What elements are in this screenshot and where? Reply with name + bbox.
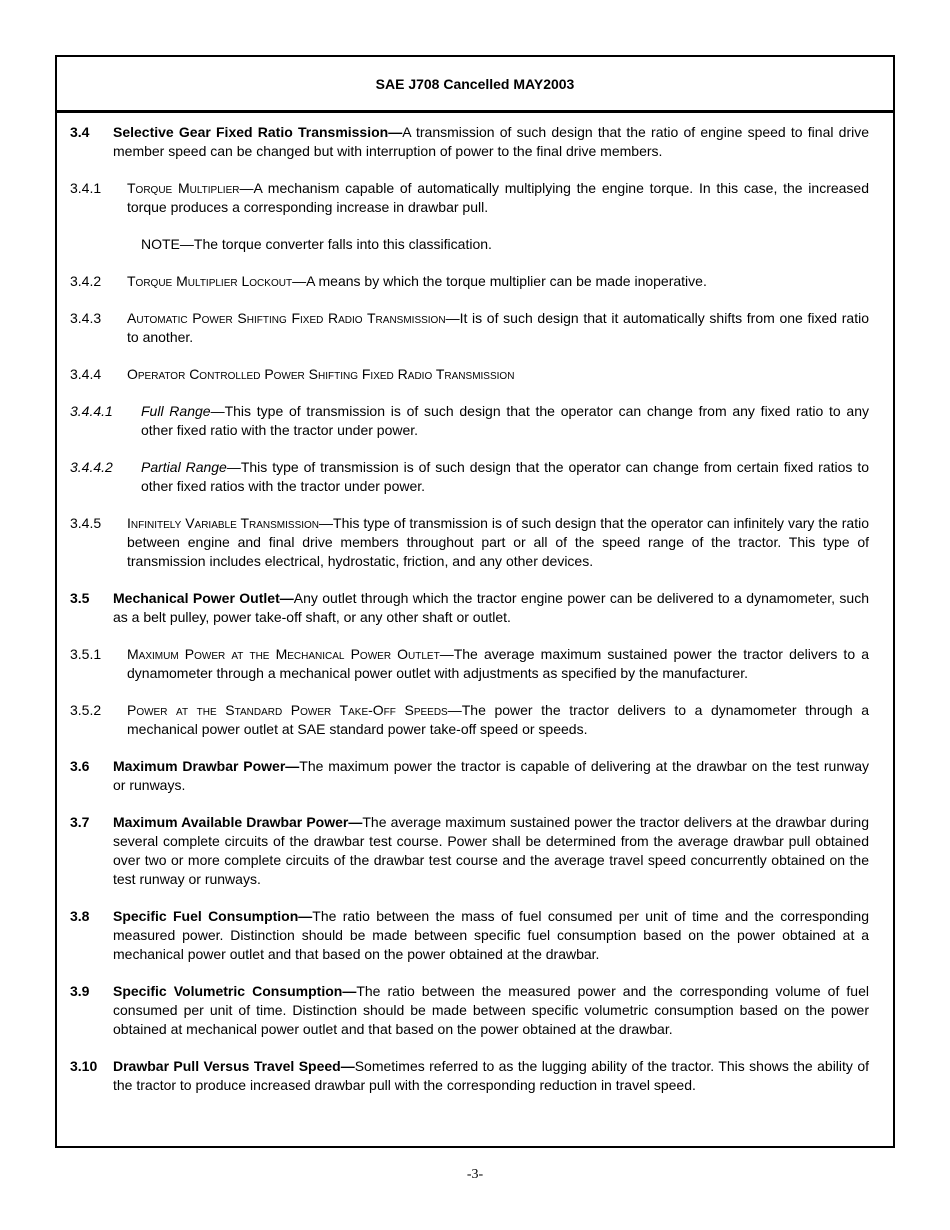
section-term: Power at the Standard Power Take-Off Speeds [127, 702, 448, 718]
section-text: The average maximum sustained power the tractor delivers at the drawbar during several complete circuits of the drawbar test course. Power shall be determined from the average drawbar pull obtained over two or more complete circuits of the drawbar test course and the average travel speed concurrently obtained on the test runway or runways. [113, 814, 870, 887]
section-term: Full Range [141, 403, 211, 419]
section-3-7 [70, 813, 869, 889]
section-3-4-4-2 [70, 458, 869, 496]
section-text: —It is of such design that it automatically shifts from one fixed ratio to another. [127, 310, 869, 345]
section-term: Automatic Power Shifting Fixed Radio Transmission [127, 310, 446, 326]
section-3-5 [70, 589, 869, 627]
document-body [57, 113, 893, 1095]
section-text: —A means by which the torque multiplier can be made inoperative. [292, 273, 707, 289]
section-number: 3.4.5 [70, 515, 102, 531]
section-term: Operator Controlled Power Shifting Fixed Radio Transmission [127, 366, 515, 382]
section-number: 3.4.4 [70, 366, 102, 382]
section-3-8 [70, 907, 869, 964]
document-title: SAE J708 Cancelled MAY2003 [375, 75, 575, 92]
document-frame [55, 55, 895, 1148]
section-text: —The power the tractor delivers to a dynamometer through a mechanical power outlet at SAE standard power take-off speed or speeds. [127, 702, 870, 737]
section-text: The ratio between the mass of fuel consumed per unit of time and the corresponding measured power. Distinction should be made between specific fuel consumption based on the power obtained at a mechanical power outlet and that based on the power obtained at the drawbar. [113, 908, 869, 962]
section-3-4-4-1 [70, 402, 869, 440]
note: NOTE—The torque converter falls into this classification. [141, 236, 492, 252]
section-term: Mechanical Power Outlet— [113, 590, 294, 606]
section-3-4-2 [70, 272, 869, 291]
section-text: —This type of transmission is of such design that the operator can infinitely vary the ratio between engine and final drive members throughout part or all of the speed range of the tractor. This type of transmission includes electrical, hydrostatic, friction, and any other devices. [127, 515, 869, 569]
section-number: 3.8 [70, 908, 90, 924]
section-3-4-4 [70, 365, 869, 384]
section-number: 3.6 [70, 758, 90, 774]
section-number: 3.5 [70, 590, 90, 606]
section-number: 3.4 [70, 124, 90, 140]
section-3-4 [70, 123, 869, 161]
section-term: Maximum Drawbar Power— [113, 758, 300, 774]
page-number: -3- [466, 1167, 484, 1182]
section-text: A transmission of such design that the ratio of engine speed to final drive member speed can be changed but with interruption of power to the final drive members. [113, 124, 869, 159]
section-term: Torque Multiplier Lockout [127, 273, 293, 289]
section-number: 3.4.4.2 [70, 459, 113, 475]
section-term: Specific Volumetric Consumption— [113, 983, 357, 999]
section-number: 3.7 [70, 814, 90, 830]
section-3-4-1 [70, 179, 869, 217]
section-number: 3.4.3 [70, 310, 102, 326]
section-term: Partial Range [141, 459, 227, 475]
section-3-6 [70, 757, 869, 795]
section-text: Any outlet through which the tractor engine power can be delivered to a dynamometer, such as a belt pulley, power take-off shaft, or any other shaft or outlet. [113, 590, 869, 625]
section-number: 3.4.1 [70, 180, 102, 196]
section-text: The maximum power the tractor is capable of delivering at the drawbar on the test runway or runways. [113, 758, 870, 793]
section-number: 3.5.1 [70, 646, 102, 662]
section-term: Maximum Available Drawbar Power— [113, 814, 363, 830]
section-term: Specific Fuel Consumption— [113, 908, 313, 924]
section-term: Maximum Power at the Mechanical Power Outlet [127, 646, 440, 662]
section-number: 3.9 [70, 983, 90, 999]
section-term: Torque Multiplier [127, 180, 240, 196]
section-term: Selective Gear Fixed Ratio Transmission— [113, 124, 403, 140]
section-text: —The average maximum sustained power the tractor delivers to a dynamometer through a mechanical power outlet with adjustments as specified by the manufacturer. [127, 646, 870, 681]
section-3-5-2 [70, 701, 869, 739]
section-3-4-5 [70, 514, 869, 571]
section-number: 3.10 [70, 1058, 98, 1074]
section-number: 3.5.2 [70, 702, 102, 718]
section-text: —This type of transmission is of such design that the operator can change from certain fixed ratios to other fixed ratios with the tractor under power. [141, 459, 869, 494]
section-3-10 [70, 1057, 869, 1095]
section-3-4-3 [70, 309, 869, 347]
section-number: 3.4.2 [70, 273, 102, 289]
section-text: —This type of transmission is of such design that the operator can change from any fixed ratio to any other fixed ratio with the tractor under power. [141, 403, 870, 438]
section-term: Infinitely Variable Transmission [127, 515, 320, 531]
section-text: Sometimes referred to as the lugging ability of the tractor. This shows the ability of the tractor to produce increased drawbar pull with the corresponding reduction in travel speed. [113, 1058, 869, 1093]
section-3-9 [70, 982, 869, 1039]
section-text: —A mechanism capable of automatically multiplying the engine torque. In this case, the increased torque produces a corresponding increase in drawbar pull. [127, 180, 869, 215]
document-header [57, 57, 893, 113]
section-3-5-1 [70, 645, 869, 683]
section-term: Drawbar Pull Versus Travel Speed— [113, 1058, 355, 1074]
section-number: 3.4.4.1 [70, 403, 113, 419]
section-text: The ratio between the measured power and the corresponding volume of fuel consumed per unit of time. Distinction should be made between specific volumetric consumption based on the power obtained at mechanical power outlet and that based on the power obtained at the drawbar. [113, 983, 869, 1037]
